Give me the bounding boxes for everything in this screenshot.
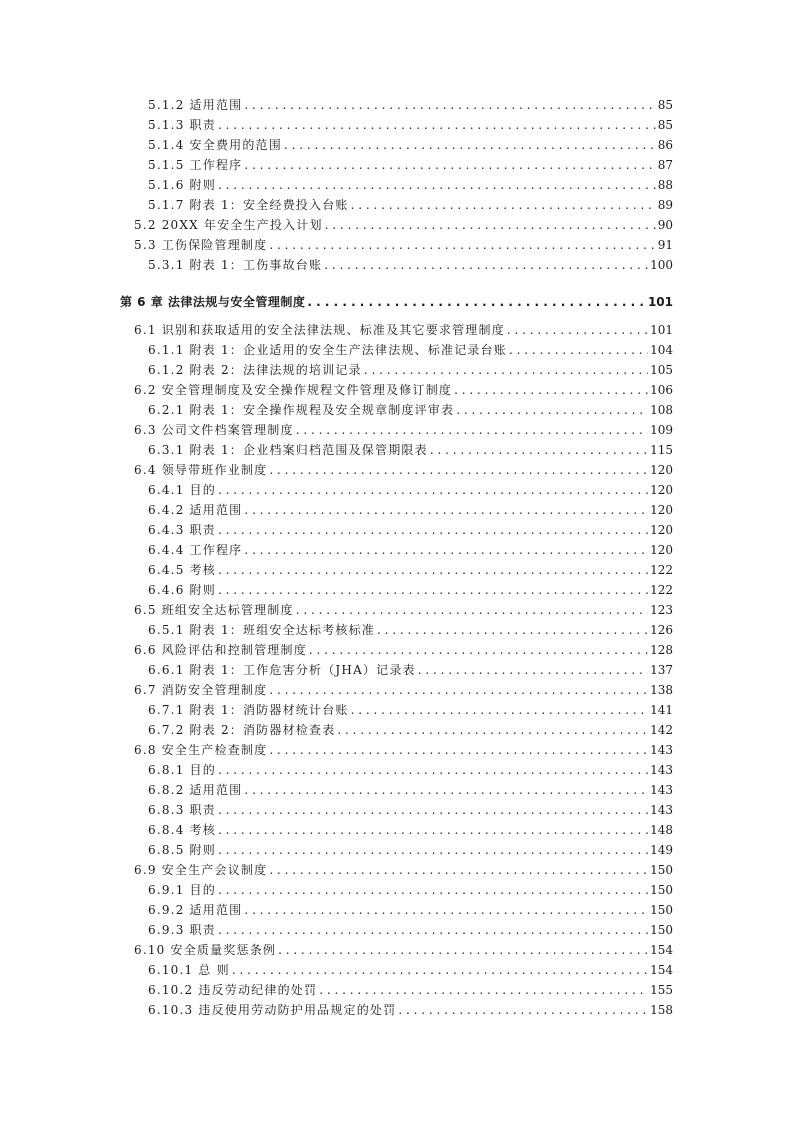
toc-entry[interactable] [148,520,673,540]
toc-page-number: 101 [650,323,673,337]
toc-entry-title: 6.8 安全生产检查制度 [134,743,268,757]
toc-entry-title: 6.4.5 考核 [148,563,216,577]
toc-entry[interactable] [148,480,673,500]
toc-page-number: 122 [650,563,673,577]
toc-entry[interactable] [148,400,673,420]
toc-leader-dots [269,740,648,760]
toc-page-number: 89 [657,198,673,212]
toc-entry-title: 5.1.7 附表 1：安全经费投入台账 [148,198,349,212]
toc-page-number: 143 [650,803,673,817]
toc-leader-dots [509,340,648,360]
toc-page-number: 100 [650,258,673,272]
toc-entry-title: 6.1.2 附表 2：法律法规的培训记录 [148,363,362,377]
toc-leader-dots [218,175,656,195]
toc-entry[interactable] [148,195,673,215]
toc-page-number: 90 [657,218,673,232]
toc-leader-dots [244,540,648,560]
toc-entry[interactable] [148,115,673,135]
toc-entry-title: 6.2.1 附表 1：安全操作规程及安全规章制度评审表 [148,403,455,417]
toc-leader-dots [325,215,656,235]
toc-leader-dots [218,820,648,840]
toc-leader-dots [278,940,648,960]
toc-entry[interactable] [134,380,673,400]
toc-entry-title: 6.7.2 附表 2：消防器材检查表 [148,723,336,737]
toc-entry[interactable] [148,560,673,580]
toc-entry-title: 6.7 消防安全管理制度 [134,683,268,697]
toc-entry-title: 6.9.1 目的 [148,883,216,897]
toc-page-number: 104 [650,343,673,357]
toc-entry[interactable] [148,720,673,740]
toc-entry-title: 6.4 领导带班作业制度 [134,463,268,477]
toc-entry-title: 6.4.2 适用范围 [148,503,243,517]
toc-page-number: 141 [650,703,673,717]
toc-page-number: 150 [650,903,673,917]
toc-entry[interactable] [134,640,673,660]
toc-page-number: 108 [650,403,673,417]
toc-entry-title: 5.2 20XX 年安全生产投入计划 [134,218,323,232]
toc-entry[interactable] [148,820,673,840]
toc-entry-title: 6.8.2 适用范围 [148,783,243,797]
toc-entry-title: 6.8.1 目的 [148,763,216,777]
toc-entry-title: 6.4.3 职责 [148,523,216,537]
toc-page-number: 143 [650,743,673,757]
toc-page-number: 150 [650,863,673,877]
toc-leader-dots [351,195,656,215]
toc-page-number: 126 [650,623,673,637]
toc-entry-title: 6.4.1 目的 [148,483,216,497]
toc-page-number: 137 [650,663,673,677]
toc-page-number: 143 [650,783,673,797]
toc-leader-dots [377,620,648,640]
toc-leader-dots [456,400,648,420]
toc-leader-dots [218,520,648,540]
toc-entry-title: 5.3 工伤保险管理制度 [134,238,268,252]
toc-page-number: 123 [650,603,673,617]
toc-entry[interactable] [148,540,673,560]
toc-page-number: 85 [657,118,673,132]
toc-leader-dots [309,640,648,660]
toc-entry-title: 5.1.4 安全费用的范围 [148,138,282,152]
toc-entry-title: 6.5.1 附表 1：班组安全达标考核标准 [148,623,375,637]
toc-entry[interactable] [134,860,673,880]
toc-leader-dots [218,840,648,860]
toc-page-number: 150 [650,923,673,937]
toc-leader-dots [307,292,646,312]
toc-entry-title: 5.1.6 附则 [148,178,216,192]
toc-chapter-heading[interactable] [120,292,673,312]
toc-page-number: 91 [657,238,673,252]
toc-entry-title: 6.1 识别和获取适用的安全法律法规、标准及其它要求管理制度 [134,323,505,337]
toc-page-number: 142 [650,723,673,737]
toc-page-number: 106 [650,383,673,397]
toc-entry-title: 6.4.6 附则 [148,583,216,597]
toc-page-number: 138 [650,683,673,697]
toc-entry[interactable] [148,800,673,820]
toc-entry[interactable] [148,760,673,780]
toc-leader-dots [324,255,648,275]
toc-entry[interactable] [134,215,673,235]
toc-leader-dots [337,720,648,740]
toc-entry[interactable] [148,840,673,860]
toc-leader-dots [244,95,655,115]
toc-page-number: 143 [650,763,673,777]
toc-leader-dots [244,155,655,175]
toc-leader-dots [269,235,655,255]
toc-entry[interactable] [148,780,673,800]
toc-page-number: 128 [650,643,673,657]
toc-page-number: 109 [650,423,673,437]
toc-entry[interactable] [148,620,673,640]
toc-leader-dots [269,460,648,480]
toc-entry-title: 第 6 章 法律法规与安全管理制度 [120,295,306,309]
toc-page-number: 115 [650,443,673,457]
toc-entry[interactable] [134,740,673,760]
toc-entry[interactable] [148,95,673,115]
toc-page-number: 122 [650,583,673,597]
toc-entry[interactable] [134,235,673,255]
toc-entry[interactable] [148,340,673,360]
toc-page-number: 155 [650,983,673,997]
toc-entry-title: 6.3.1 附表 1：企业档案归档范围及保管期限表 [148,443,428,457]
toc-entry-title: 6.10.2 违反劳动纪律的处罚 [148,983,318,997]
toc-entry[interactable] [148,880,673,900]
toc-entry-title: 6.10.1 总 则 [148,963,230,977]
toc-leader-dots [218,115,656,135]
toc-leader-dots [218,580,648,600]
toc-leader-dots [244,780,648,800]
toc-page-number: 88 [657,178,673,192]
toc-entry[interactable] [134,600,673,620]
toc-leader-dots [269,680,648,700]
toc-leader-dots [398,1000,648,1020]
toc-leader-dots [269,860,648,880]
toc-leader-dots [418,660,648,680]
toc-entry[interactable] [134,460,673,480]
toc-entry-title: 6.6 风险评估和控制管理制度 [134,643,307,657]
toc-entry-title: 6.9.3 职责 [148,923,216,937]
toc-leader-dots [218,880,648,900]
toc-page-number: 120 [650,463,673,477]
toc-page-number: 120 [650,483,673,497]
toc-entry[interactable] [148,440,673,460]
toc-entry[interactable] [148,255,673,275]
toc-page-number: 120 [650,523,673,537]
toc-entry[interactable] [148,960,673,980]
toc-entry[interactable] [148,920,673,940]
toc-entry-title: 6.10.3 违反使用劳动防护用品规定的处罚 [148,1003,397,1017]
toc-entry[interactable] [148,175,673,195]
toc-page-number: 87 [657,158,673,172]
toc-leader-dots [284,135,656,155]
toc-page-number: 158 [650,1003,673,1017]
toc-entry[interactable] [134,420,673,440]
toc-entry[interactable] [148,980,673,1000]
toc-page-number: 154 [650,943,673,957]
toc-leader-dots [351,700,648,720]
toc-leader-dots [232,960,648,980]
toc-leader-dots [218,560,648,580]
toc-page-number: 120 [650,543,673,557]
toc-entry-title: 6.5 班组安全达标管理制度 [134,603,294,617]
toc-entry[interactable] [148,500,673,520]
toc-leader-dots [296,600,648,620]
toc-page-number: 105 [650,363,673,377]
toc-entry[interactable] [148,155,673,175]
toc-leader-dots [218,920,648,940]
toc-entry[interactable] [148,900,673,920]
toc-entry-title: 6.7.1 附表 1：消防器材统计台账 [148,703,349,717]
toc-entry-title: 6.2 安全管理制度及安全操作规程文件管理及修订制度 [134,383,453,397]
toc-entry-title: 6.6.1 附表 1：工作危害分析（JHA）记录表 [148,663,416,677]
toc-entry[interactable] [148,700,673,720]
toc-entry[interactable] [148,660,673,680]
toc-entry-title: 6.3 公司文件档案管理制度 [134,423,294,437]
toc-entry[interactable] [134,680,673,700]
toc-page-number: 148 [650,823,673,837]
toc-leader-dots [244,900,648,920]
toc-entry-title: 6.4.4 工作程序 [148,543,243,557]
toc-entry[interactable] [148,135,673,155]
toc-leader-dots [218,480,648,500]
toc-leader-dots [507,320,648,340]
toc-entry[interactable] [148,1000,673,1020]
toc-leader-dots [454,380,648,400]
toc-page-number: 149 [650,843,673,857]
toc-entry-title: 6.1.1 附表 1：企业适用的安全生产法律法规、标准记录台账 [148,343,507,357]
toc-page-number: 101 [647,295,673,309]
toc-leader-dots [430,440,648,460]
toc-entry-title: 5.1.2 适用范围 [148,98,243,112]
toc-leader-dots [364,360,648,380]
toc-entry-title: 6.8.4 考核 [148,823,216,837]
toc-entry[interactable] [134,940,673,960]
toc-page-number: 86 [657,138,673,152]
toc-entry[interactable] [148,360,673,380]
toc-entry-title: 5.3.1 附表 1：工伤事故台账 [148,258,323,272]
toc-entry-title: 6.8.5 附则 [148,843,216,857]
toc-leader-dots [244,500,648,520]
toc-entry-title: 5.1.5 工作程序 [148,158,243,172]
toc-page-number: 154 [650,963,673,977]
toc-entry-title: 6.10 安全质量奖惩条例 [134,943,277,957]
toc-entry-title: 5.1.3 职责 [148,118,216,132]
toc-page-number: 85 [657,98,673,112]
toc-entry[interactable] [134,320,673,340]
toc-leader-dots [218,800,648,820]
toc-leader-dots [319,980,648,1000]
toc-leader-dots [218,760,648,780]
toc-leader-dots [296,420,648,440]
toc-entry-title: 6.8.3 职责 [148,803,216,817]
toc-entry-title: 6.9.2 适用范围 [148,903,243,917]
toc-entry-title: 6.9 安全生产会议制度 [134,863,268,877]
toc-page-number: 150 [650,883,673,897]
toc-page-number: 120 [650,503,673,517]
toc-entry[interactable] [148,580,673,600]
